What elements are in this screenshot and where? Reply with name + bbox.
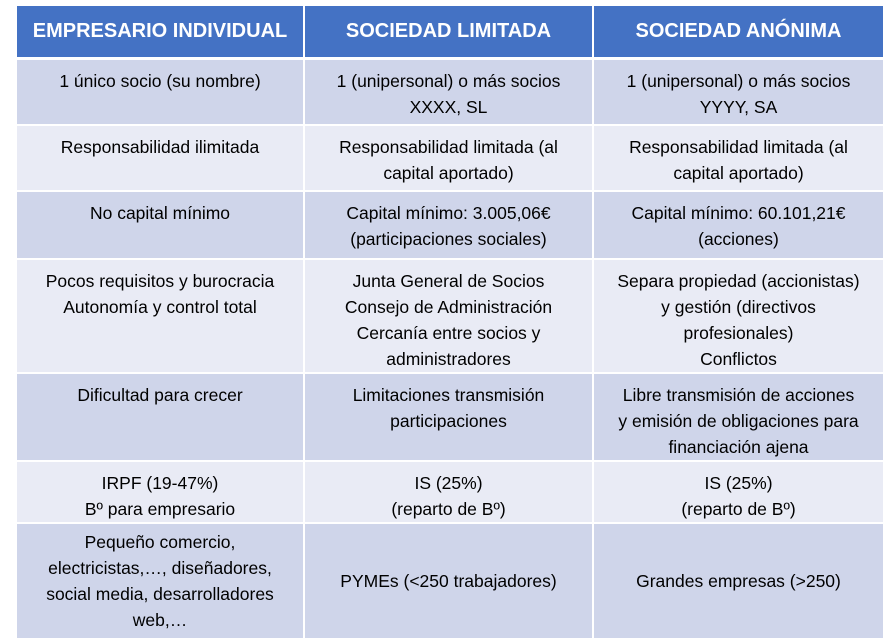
table-cell: No capital mínimo xyxy=(17,191,304,259)
table-row xyxy=(17,373,883,461)
table-cell: PYMEs (<250 trabajadores) xyxy=(304,523,593,639)
comparison-table xyxy=(17,6,883,640)
table-row xyxy=(17,259,883,373)
table-cell: IRPF (19-47%) Bº para empresario xyxy=(17,461,304,523)
table-cell: Junta General de Socios Consejo de Administración Cercanía entre socios y administradores xyxy=(304,259,593,373)
table-row xyxy=(17,125,883,191)
header-empresario-individual: EMPRESARIO INDIVIDUAL xyxy=(17,6,304,59)
header-row xyxy=(17,6,883,59)
table-row xyxy=(17,523,883,639)
table-cell: IS (25%) (reparto de Bº) xyxy=(593,461,883,523)
table-cell: Separa propiedad (accionistas) y gestión (directivos profesionales) Conflictos xyxy=(593,259,883,373)
table-cell: Capital mínimo: 3.005,06€ (participaciones sociales) xyxy=(304,191,593,259)
table-cell: 1 único socio (su nombre) xyxy=(17,59,304,125)
table-cell: Pequeño comercio, electricistas,…, diseñadores, social media, desarrolladores web,… xyxy=(17,523,304,639)
table-cell: Libre transmisión de acciones y emisión de obligaciones para financiación ajena xyxy=(593,373,883,461)
table-row xyxy=(17,191,883,259)
table-row xyxy=(17,461,883,523)
table-cell: 1 (unipersonal) o más socios YYYY, SA xyxy=(593,59,883,125)
table-row xyxy=(17,59,883,125)
table-cell: 1 (unipersonal) o más socios XXXX, SL xyxy=(304,59,593,125)
table-cell: Responsabilidad limitada (al capital aportado) xyxy=(304,125,593,191)
table-cell: Responsabilidad limitada (al capital aportado) xyxy=(593,125,883,191)
header-sociedad-limitada: SOCIEDAD LIMITADA xyxy=(304,6,593,59)
table-cell: Pocos requisitos y burocracia Autonomía y control total xyxy=(17,259,304,373)
table-cell: IS (25%) (reparto de Bº) xyxy=(304,461,593,523)
table-cell: Responsabilidad ilimitada xyxy=(17,125,304,191)
table-cell: Dificultad para crecer xyxy=(17,373,304,461)
table-cell: Grandes empresas (>250) xyxy=(593,523,883,639)
header-sociedad-anonima: SOCIEDAD ANÓNIMA xyxy=(593,6,883,59)
table-cell: Capital mínimo: 60.101,21€ (acciones) xyxy=(593,191,883,259)
table-cell: Limitaciones transmisión participaciones xyxy=(304,373,593,461)
